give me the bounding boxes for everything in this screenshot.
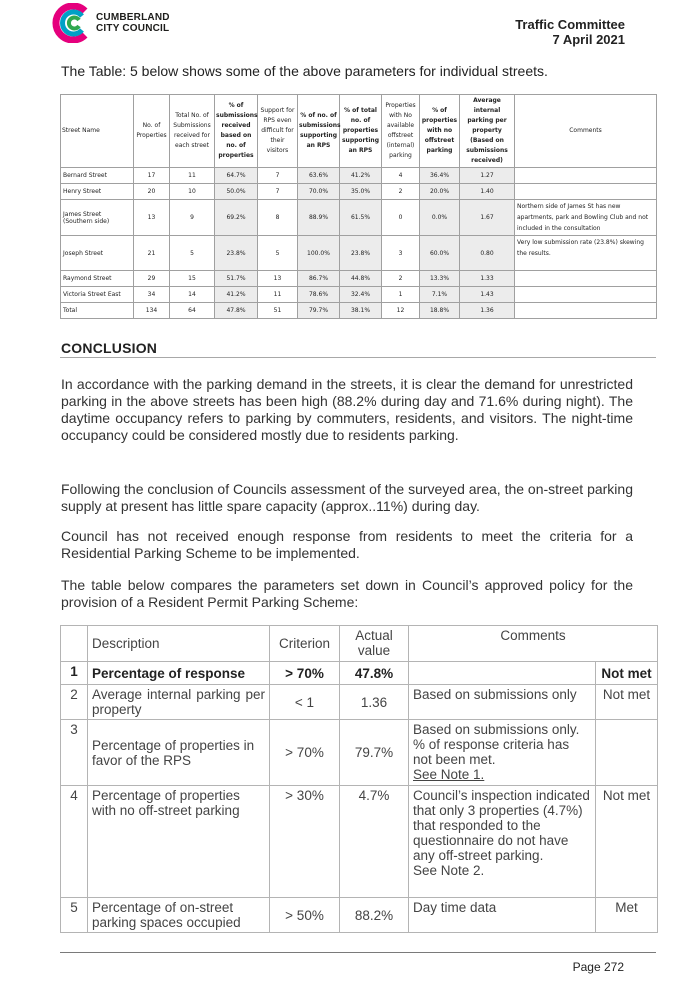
- cell-pct-submissions: 41.2%: [215, 287, 258, 303]
- cell-pct-total: 35.0%: [340, 184, 382, 200]
- cell-pct-total: 32.4%: [340, 287, 382, 303]
- cell-support: 11: [258, 287, 298, 303]
- cell-num: 3: [61, 720, 88, 786]
- cell-pct-no-offstreet: 60.0%: [420, 236, 460, 271]
- meeting-date: 7 April 2021: [552, 32, 625, 47]
- conclusion-paragraph-4: The table below compares the parameters set down in Council’s approved policy for the provision of a Resident Permit Parking Scheme:: [61, 577, 633, 610]
- cell-pct-submissions: 69.2%: [215, 200, 258, 236]
- page-header: [0, 0, 682, 60]
- comment-line: Based on submissions only.: [413, 722, 580, 737]
- cell-status: Not met: [596, 662, 658, 685]
- cell-avg-parking: 1.40: [460, 184, 515, 200]
- comment-text: Council’s inspection indicated that only 3 properties (4.7%) that responded to the questionnaire do not have any off-street parking.: [413, 788, 590, 863]
- note-link: See Note 1.: [413, 767, 485, 782]
- conclusion-heading: CONCLUSION: [61, 340, 158, 356]
- committee-title: Traffic Committee: [515, 17, 625, 32]
- cell-num: 1: [61, 662, 88, 685]
- cell-street: James Street (Southern side): [61, 200, 134, 236]
- cell-properties: 17: [134, 168, 170, 184]
- cell-submissions: 64: [170, 303, 215, 319]
- cell-comment: [515, 168, 657, 184]
- col-support-difficult: Support for RPS even difficult for their visitors: [258, 95, 298, 168]
- table-row: [61, 898, 658, 933]
- cell-street: Victoria Street East: [61, 287, 134, 303]
- cell-submissions: 10: [170, 184, 215, 200]
- cell-comment: [515, 271, 657, 287]
- criteria-table-header: [61, 626, 658, 662]
- cell-pct-no-offstreet: 0.0%: [420, 200, 460, 236]
- cell-pct-submissions: 23.8%: [215, 236, 258, 271]
- table-row: [61, 720, 658, 786]
- cell-actual: 4.7%: [340, 786, 409, 898]
- header-comments: Comments: [409, 626, 658, 662]
- table-row: [61, 662, 658, 685]
- cell-submissions: 11: [170, 168, 215, 184]
- street-parameters-table: [60, 94, 657, 319]
- cell-pct-submissions: 50.0%: [215, 184, 258, 200]
- cell-no-offstreet: 3: [382, 236, 420, 271]
- cell-comment: Very low submission rate (23.8%) skewing the results.: [515, 236, 657, 271]
- col-pct-total: % of total no. of properties supporting an RPS: [340, 95, 382, 168]
- cell-avg-parking: 1.43: [460, 287, 515, 303]
- note-text: See Note 2.: [413, 863, 485, 878]
- cell-pct-submissions: 64.7%: [215, 168, 258, 184]
- cell-no-offstreet: 1: [382, 287, 420, 303]
- col-properties: No. of Properties: [134, 95, 170, 168]
- cell-pct-no-offstreet: 7.1%: [420, 287, 460, 303]
- table-row: [61, 685, 658, 720]
- cell-no-offstreet: 2: [382, 184, 420, 200]
- cell-comment: [515, 184, 657, 200]
- cell-status: Not met: [596, 786, 658, 898]
- cell-pct-supporting: 79.7%: [298, 303, 340, 319]
- cell-support: 7: [258, 184, 298, 200]
- col-avg-parking: Average internal parking per property (Based on submissions received): [460, 95, 515, 168]
- header-criterion: Criterion: [270, 626, 340, 662]
- cell-actual: 88.2%: [340, 898, 409, 933]
- cell-avg-parking: 0.80: [460, 236, 515, 271]
- col-no-offstreet: Properties with No available offstreet (internal) parking: [382, 95, 420, 168]
- comment-line: % of response criteria has: [413, 737, 570, 752]
- cell-criterion: > 30%: [270, 786, 340, 898]
- cell-status: Not met: [596, 685, 658, 720]
- page-number: Page 272: [572, 960, 624, 974]
- header-meta: [515, 17, 625, 47]
- cell-comment: Northern side of James St has new apartments, park and Bowling Club and not included in the consultation: [515, 200, 657, 236]
- table-row: [61, 236, 657, 271]
- cell-properties: 21: [134, 236, 170, 271]
- council-name: [96, 12, 170, 34]
- comment-line: not been met.: [413, 752, 496, 767]
- conclusion-divider: [60, 357, 656, 358]
- cell-comment: [409, 720, 596, 786]
- cell-pct-no-offstreet: 18.8%: [420, 303, 460, 319]
- cell-pct-supporting: 86.7%: [298, 271, 340, 287]
- cell-comment: Based on submissions only: [409, 685, 596, 720]
- table-row: [61, 184, 657, 200]
- cell-avg-parking: 1.67: [460, 200, 515, 236]
- cell-pct-total: 61.5%: [340, 200, 382, 236]
- cell-pct-no-offstreet: 36.4%: [420, 168, 460, 184]
- header-num: [61, 626, 88, 662]
- table-intro: The Table: 5 below shows some of the above parameters for individual streets.: [61, 63, 548, 79]
- cell-comment: [409, 786, 596, 898]
- cell-comment: [409, 662, 596, 685]
- cell-description: Average internal parking per property: [88, 685, 270, 720]
- cell-actual: 1.36: [340, 685, 409, 720]
- cell-street: Raymond Street: [61, 271, 134, 287]
- col-comments: Comments: [515, 95, 657, 168]
- col-pct-submissions: % of submissions received based on no. of properties: [215, 95, 258, 168]
- footer-divider: [60, 952, 656, 953]
- cell-description: Percentage of on-street parking spaces occupied: [88, 898, 270, 933]
- cell-no-offstreet: 4: [382, 168, 420, 184]
- cell-pct-no-offstreet: 20.0%: [420, 184, 460, 200]
- cell-no-offstreet: 2: [382, 271, 420, 287]
- cell-no-offstreet: 0: [382, 200, 420, 236]
- cell-avg-parking: 1.36: [460, 303, 515, 319]
- cell-properties: 134: [134, 303, 170, 319]
- council-logo-icon: [52, 3, 92, 43]
- cell-pct-supporting: 100.0%: [298, 236, 340, 271]
- cell-support: 8: [258, 200, 298, 236]
- table-row: [61, 271, 657, 287]
- table-row: [61, 786, 658, 898]
- cell-avg-parking: 1.27: [460, 168, 515, 184]
- cell-comment: [515, 303, 657, 319]
- cell-actual: 47.8%: [340, 662, 409, 685]
- cell-properties: 34: [134, 287, 170, 303]
- cell-criterion: > 50%: [270, 898, 340, 933]
- cell-properties: 13: [134, 200, 170, 236]
- table-row: [61, 287, 657, 303]
- cell-no-offstreet: 12: [382, 303, 420, 319]
- cell-submissions: 9: [170, 200, 215, 236]
- cell-pct-total: 41.2%: [340, 168, 382, 184]
- conclusion-paragraph-2: Following the conclusion of Councils assessment of the surveyed area, the on-street parking supply at present has little spare capacity (approx..11%) during day.: [61, 481, 633, 514]
- cell-avg-parking: 1.33: [460, 271, 515, 287]
- council-name-line1: CUMBERLAND: [96, 12, 170, 23]
- cell-support: 51: [258, 303, 298, 319]
- cell-pct-submissions: 51.7%: [215, 271, 258, 287]
- cell-submissions: 5: [170, 236, 215, 271]
- cell-pct-no-offstreet: 13.3%: [420, 271, 460, 287]
- header-actual: Actual value: [340, 626, 409, 662]
- col-street-name: Street Name: [61, 95, 134, 168]
- conclusion-paragraph-1: In accordance with the parking demand in the streets, it is clear the demand for unrestricted parking in the above streets has been high (88.2% during day and 71.6% during night). The daytime occupancy refers to parking by commuters, residents, and visitors. The night-time occupancy could be considered mostly due to residents parking.: [61, 376, 633, 443]
- street-table-header: [61, 95, 657, 168]
- cell-street: Henry Street: [61, 184, 134, 200]
- cell-street: Bernard Street: [61, 168, 134, 184]
- cell-num: 2: [61, 685, 88, 720]
- cell-street: Joseph Street: [61, 236, 134, 271]
- cell-num: 4: [61, 786, 88, 898]
- criteria-table: [60, 625, 658, 933]
- table-row: [61, 168, 657, 184]
- cell-num: 5: [61, 898, 88, 933]
- cell-pct-supporting: 78.6%: [298, 287, 340, 303]
- cell-status: [596, 720, 658, 786]
- cell-submissions: 15: [170, 271, 215, 287]
- table-row-total: [61, 303, 657, 319]
- cell-properties: 20: [134, 184, 170, 200]
- cell-description: Percentage of properties with no off-street parking: [88, 786, 270, 898]
- cell-comment: [515, 287, 657, 303]
- cell-pct-total: 38.1%: [340, 303, 382, 319]
- cell-description: Percentage of properties in favor of the RPS: [88, 720, 270, 786]
- cell-description: Percentage of response: [88, 662, 270, 685]
- cell-street: Total: [61, 303, 134, 319]
- cell-pct-supporting: 70.0%: [298, 184, 340, 200]
- cell-criterion: > 70%: [270, 662, 340, 685]
- col-pct-supporting: % of no. of submissions supporting an RPS: [298, 95, 340, 168]
- cell-comment: Day time data: [409, 898, 596, 933]
- conclusion-paragraph-3: Council has not received enough response from residents to meet the criteria for a Residential Parking Scheme to be implemented.: [61, 528, 633, 561]
- council-name-line2: CITY COUNCIL: [96, 23, 170, 34]
- cell-pct-total: 44.8%: [340, 271, 382, 287]
- cell-pct-supporting: 63.6%: [298, 168, 340, 184]
- cell-properties: 29: [134, 271, 170, 287]
- header-description: Description: [88, 626, 270, 662]
- col-submissions: Total No. of Submissions received for each street: [170, 95, 215, 168]
- cell-pct-total: 23.8%: [340, 236, 382, 271]
- cell-support: 13: [258, 271, 298, 287]
- cell-criterion: > 70%: [270, 720, 340, 786]
- cell-support: 5: [258, 236, 298, 271]
- cell-criterion: < 1: [270, 685, 340, 720]
- cell-status: Met: [596, 898, 658, 933]
- table-row: [61, 200, 657, 236]
- cell-pct-submissions: 47.8%: [215, 303, 258, 319]
- cell-pct-supporting: 88.9%: [298, 200, 340, 236]
- col-pct-no-offstreet: % of properties with no offstreet parking: [420, 95, 460, 168]
- cell-support: 7: [258, 168, 298, 184]
- cell-submissions: 14: [170, 287, 215, 303]
- cell-actual: 79.7%: [340, 720, 409, 786]
